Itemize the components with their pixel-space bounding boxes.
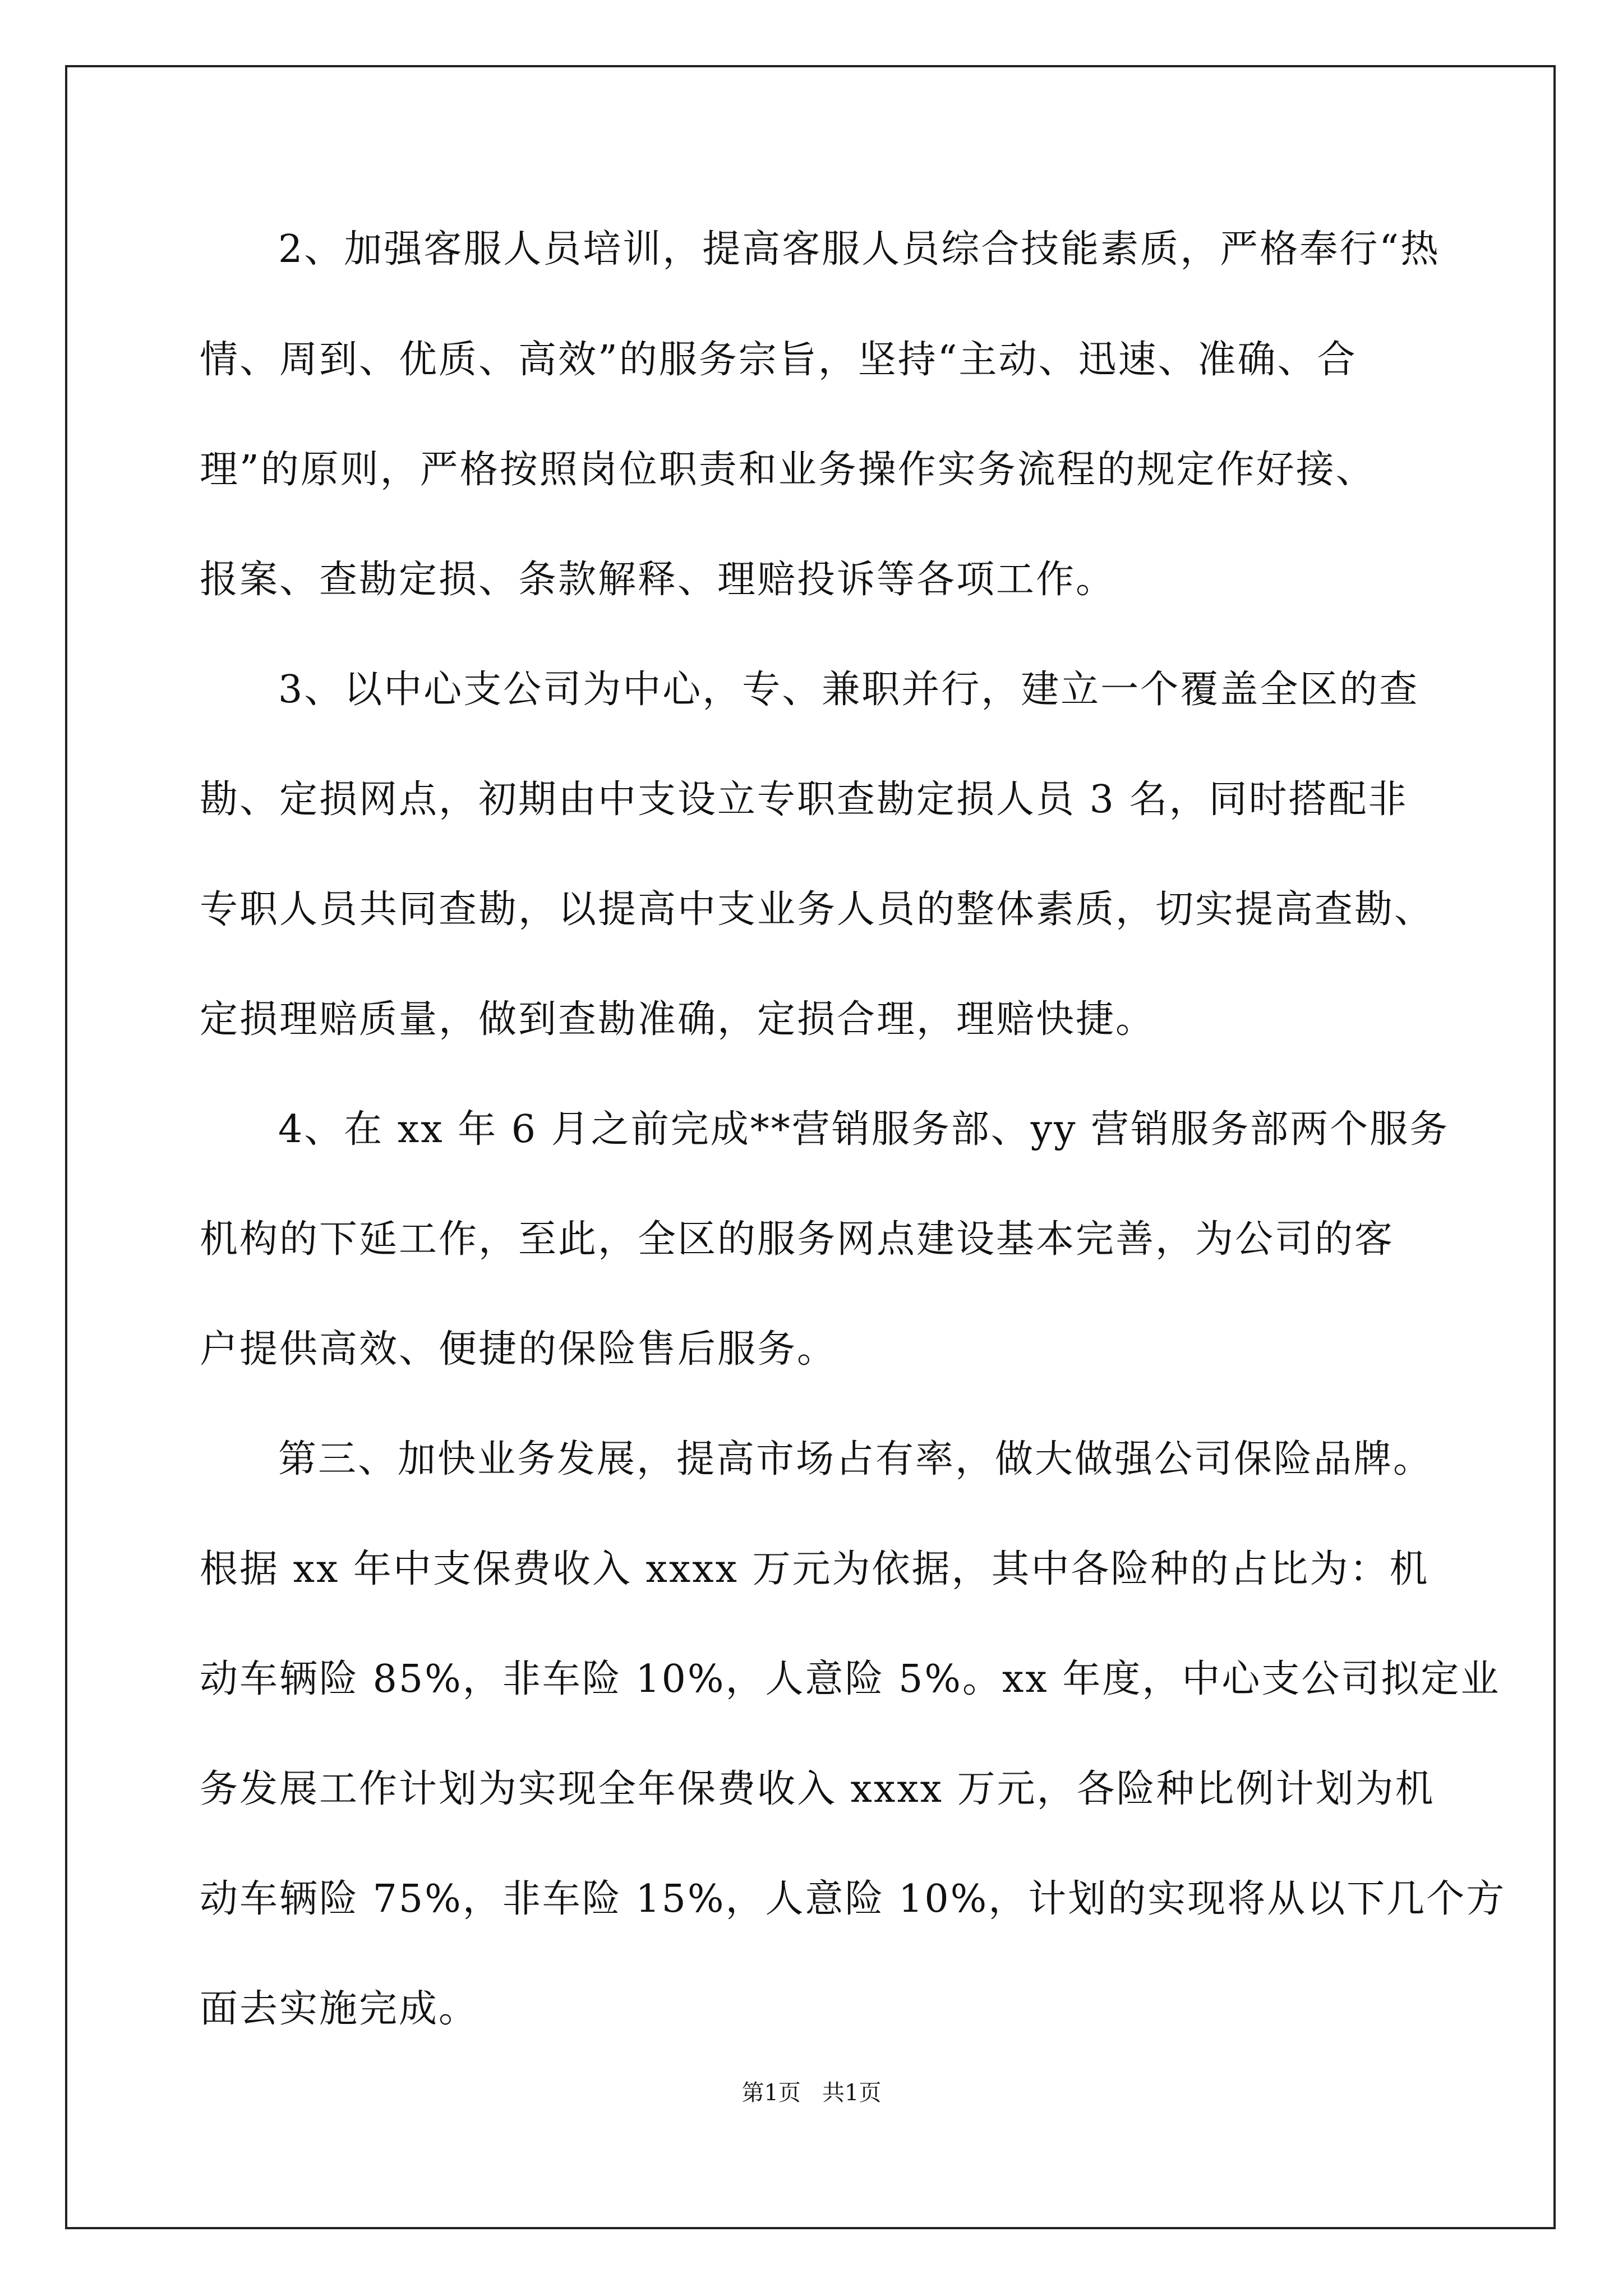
text-line: 动车辆险 75%，非车险 15%，人意险 10%，计划的实现将从以下几个方 <box>200 1877 1506 1921</box>
text-line: 户提供高效、便捷的保险售后服务。 <box>200 1327 837 1372</box>
text-line: 第三、加快业务发展，提高市场占有率，做大做强公司保险品牌。 <box>278 1437 1433 1481</box>
text-line: 情、周到、优质、高效”的服务宗旨，坚持“主动、迅速、准确、合 <box>200 338 1357 382</box>
text-line: 3、以中心支公司为中心，专、兼职并行，建立一个覆盖全区的查 <box>278 668 1419 712</box>
text-line: 理”的原则，严格按照岗位职责和业务操作实务流程的规定作好接、 <box>200 448 1376 492</box>
text-line: 勘、定损网点，初期由中支设立专职查勘定损人员 3 名，同时搭配非 <box>200 777 1408 822</box>
text-line: 4、在 xx 年 6 月之前完成**营销服务部、yy 营销服务部两个服务 <box>278 1107 1450 1152</box>
text-line: 务发展工作计划为实现全年保费收入 xxxx 万元，各险种比例计划为机 <box>200 1767 1435 1811</box>
text-line: 报案、查勘定损、条款解释、理赔投诉等各项工作。 <box>200 558 1116 602</box>
text-line: 定损理赔质量，做到查勘准确，定损合理，理赔快捷。 <box>200 997 1156 1042</box>
text-line: 动车辆险 85%，非车险 10%，人意险 5%。xx 年度，中心支公司拟定业 <box>200 1657 1501 1701</box>
text-line: 机构的下延工作，至此，全区的服务网点建设基本完善，为公司的客 <box>200 1217 1395 1262</box>
text-line: 面去实施完成。 <box>200 1987 479 2031</box>
text-line: 根据 xx 年中支保费收入 xxxx 万元为依据，其中各险种的占比为：机 <box>200 1547 1430 1591</box>
text-line: 2、加强客服人员培训，提高客服人员综合技能素质，严格奉行“热 <box>278 227 1441 272</box>
text-line: 专职人员共同查勘，以提高中支业务人员的整体素质，切实提高查勘、 <box>200 887 1435 932</box>
page-footer: 第1页 共1页 <box>741 2080 882 2106</box>
